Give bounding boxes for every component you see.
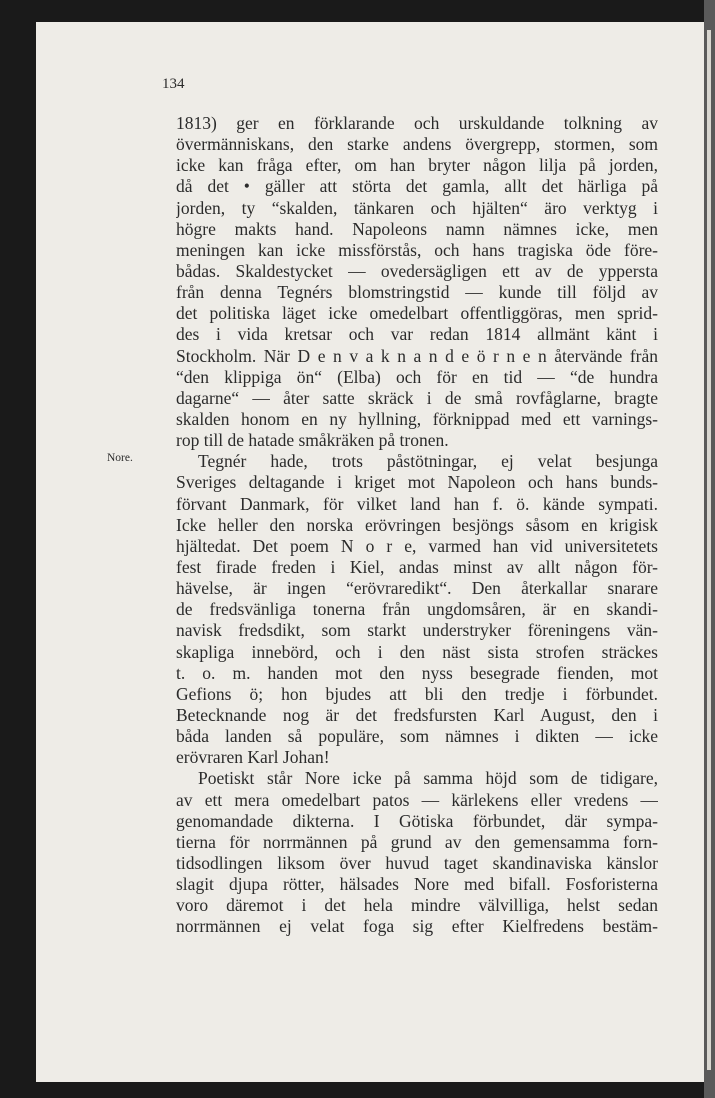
text-line: dagarne“ — åter satte skräck i de små rovfåglarne, bragte bbox=[176, 387, 658, 408]
text-line: erövraren Karl Johan! bbox=[176, 747, 330, 768]
text-line: rop till de hatade småkräken på tronen. bbox=[176, 430, 449, 451]
text-line: “den klippiga ön“ (Elba) och för en tid — “de hundra bbox=[176, 366, 658, 387]
text-line: förvant Danmark, för vilket land han f. ö. kände sympati. bbox=[176, 493, 658, 514]
text-line: båda landen så populäre, som nämnes i dikten — icke bbox=[176, 726, 658, 747]
text-line: Icke heller den norska erövringen besjöngs såsom en krigisk bbox=[176, 514, 658, 535]
text-line: bådas. Skaldestycket — ovedersägligen ett av de yppersta bbox=[176, 260, 658, 281]
text-line: tierna för norrmännen på grund av den gemensamma forn- bbox=[176, 831, 658, 852]
text-line: hjältedat. Det poem N o r e, varmed han vid universitetets bbox=[176, 535, 658, 556]
text-line: voro däremot i det hela mindre välvilliga, helst sedan bbox=[176, 895, 658, 916]
text-line: tidsodlingen liksom över huvud taget skandinaviska känslor bbox=[176, 852, 658, 873]
text-line: övermänniskans, den starke andens övergrepp, stormen, som bbox=[176, 134, 658, 155]
text-line: Betecknande nog är det fredsfursten Karl August, den i bbox=[176, 704, 658, 725]
text-line: Poetiskt står Nore icke på samma höjd som de tidigare, bbox=[198, 768, 658, 789]
text-line: 1813) ger en förklarande och urskuldande tolkning av bbox=[176, 113, 658, 133]
margin-note: Nore. bbox=[107, 452, 133, 464]
text-line: des i vida kretsar och var redan 1814 allmänt känt i bbox=[176, 324, 658, 345]
text-line: de fredsvänliga tonerna från ungdomsåren, är en skandi- bbox=[176, 599, 658, 620]
text-line: Tegnér hade, trots påstötningar, ej velat besjunga bbox=[198, 451, 658, 472]
text-line: hävelse, är ingen “erövraredikt“. Den återkallar snarare bbox=[176, 578, 658, 599]
text-line: Sveriges deltagande i kriget mot Napoleon och hans bunds- bbox=[176, 472, 658, 493]
next-page-edge bbox=[707, 30, 711, 1070]
text-line: Stockholm. När D e n v a k n a n d e ö r n e n återvände från bbox=[176, 345, 658, 366]
text-line: navisk fredsdikt, som starkt understryker föreningens vän- bbox=[176, 620, 658, 641]
text-line: högre makts hand. Napoleons namn nämnes icke, men bbox=[176, 218, 658, 239]
text-line: genomandade dikterna. I Götiska förbundet, där sympa- bbox=[176, 810, 658, 831]
text-line: från denna Tegnérs blomstringstid — kunde till följd av bbox=[176, 282, 658, 303]
page-number: 134 bbox=[162, 76, 185, 92]
text-line: av ett mera omedelbart patos — kärlekens eller vredens — bbox=[176, 789, 658, 810]
text-line: fest firade freden i Kiel, andas minst av allt någon för- bbox=[176, 556, 658, 577]
text-line: då det • gäller att störta det gamla, allt det härliga på bbox=[176, 176, 658, 197]
text-line: jorden, ty “skalden, tänkaren och hjälten“ äro verktyg i bbox=[176, 197, 658, 218]
text-line: det politiska läget icke omedelbart offentliggöras, men sprid- bbox=[176, 303, 658, 324]
text-line: skapliga innebörd, och i den näst sista strofen sträckes bbox=[176, 641, 658, 662]
body-text bbox=[176, 113, 658, 937]
text-line: meningen kan icke missförstås, och hans tragiska öde före- bbox=[176, 239, 658, 260]
text-line: skalden honom en ny hyllning, förknippad med ett varnings- bbox=[176, 408, 658, 429]
text-line: norrmännen ej velat foga sig efter Kielfredens bestäm- bbox=[176, 916, 658, 937]
text-line: slagit djupa rötter, hälsades Nore med bifall. Fosforisterna bbox=[176, 874, 658, 895]
text-line: Gefions ö; hon bjudes att bli den tredje i förbundet. bbox=[176, 683, 658, 704]
text-line: icke kan fråga efter, om han bryter någon lilja på jorden, bbox=[176, 155, 658, 176]
text-line: t. o. m. handen mot den nyss besegrade fienden, mot bbox=[176, 662, 658, 683]
